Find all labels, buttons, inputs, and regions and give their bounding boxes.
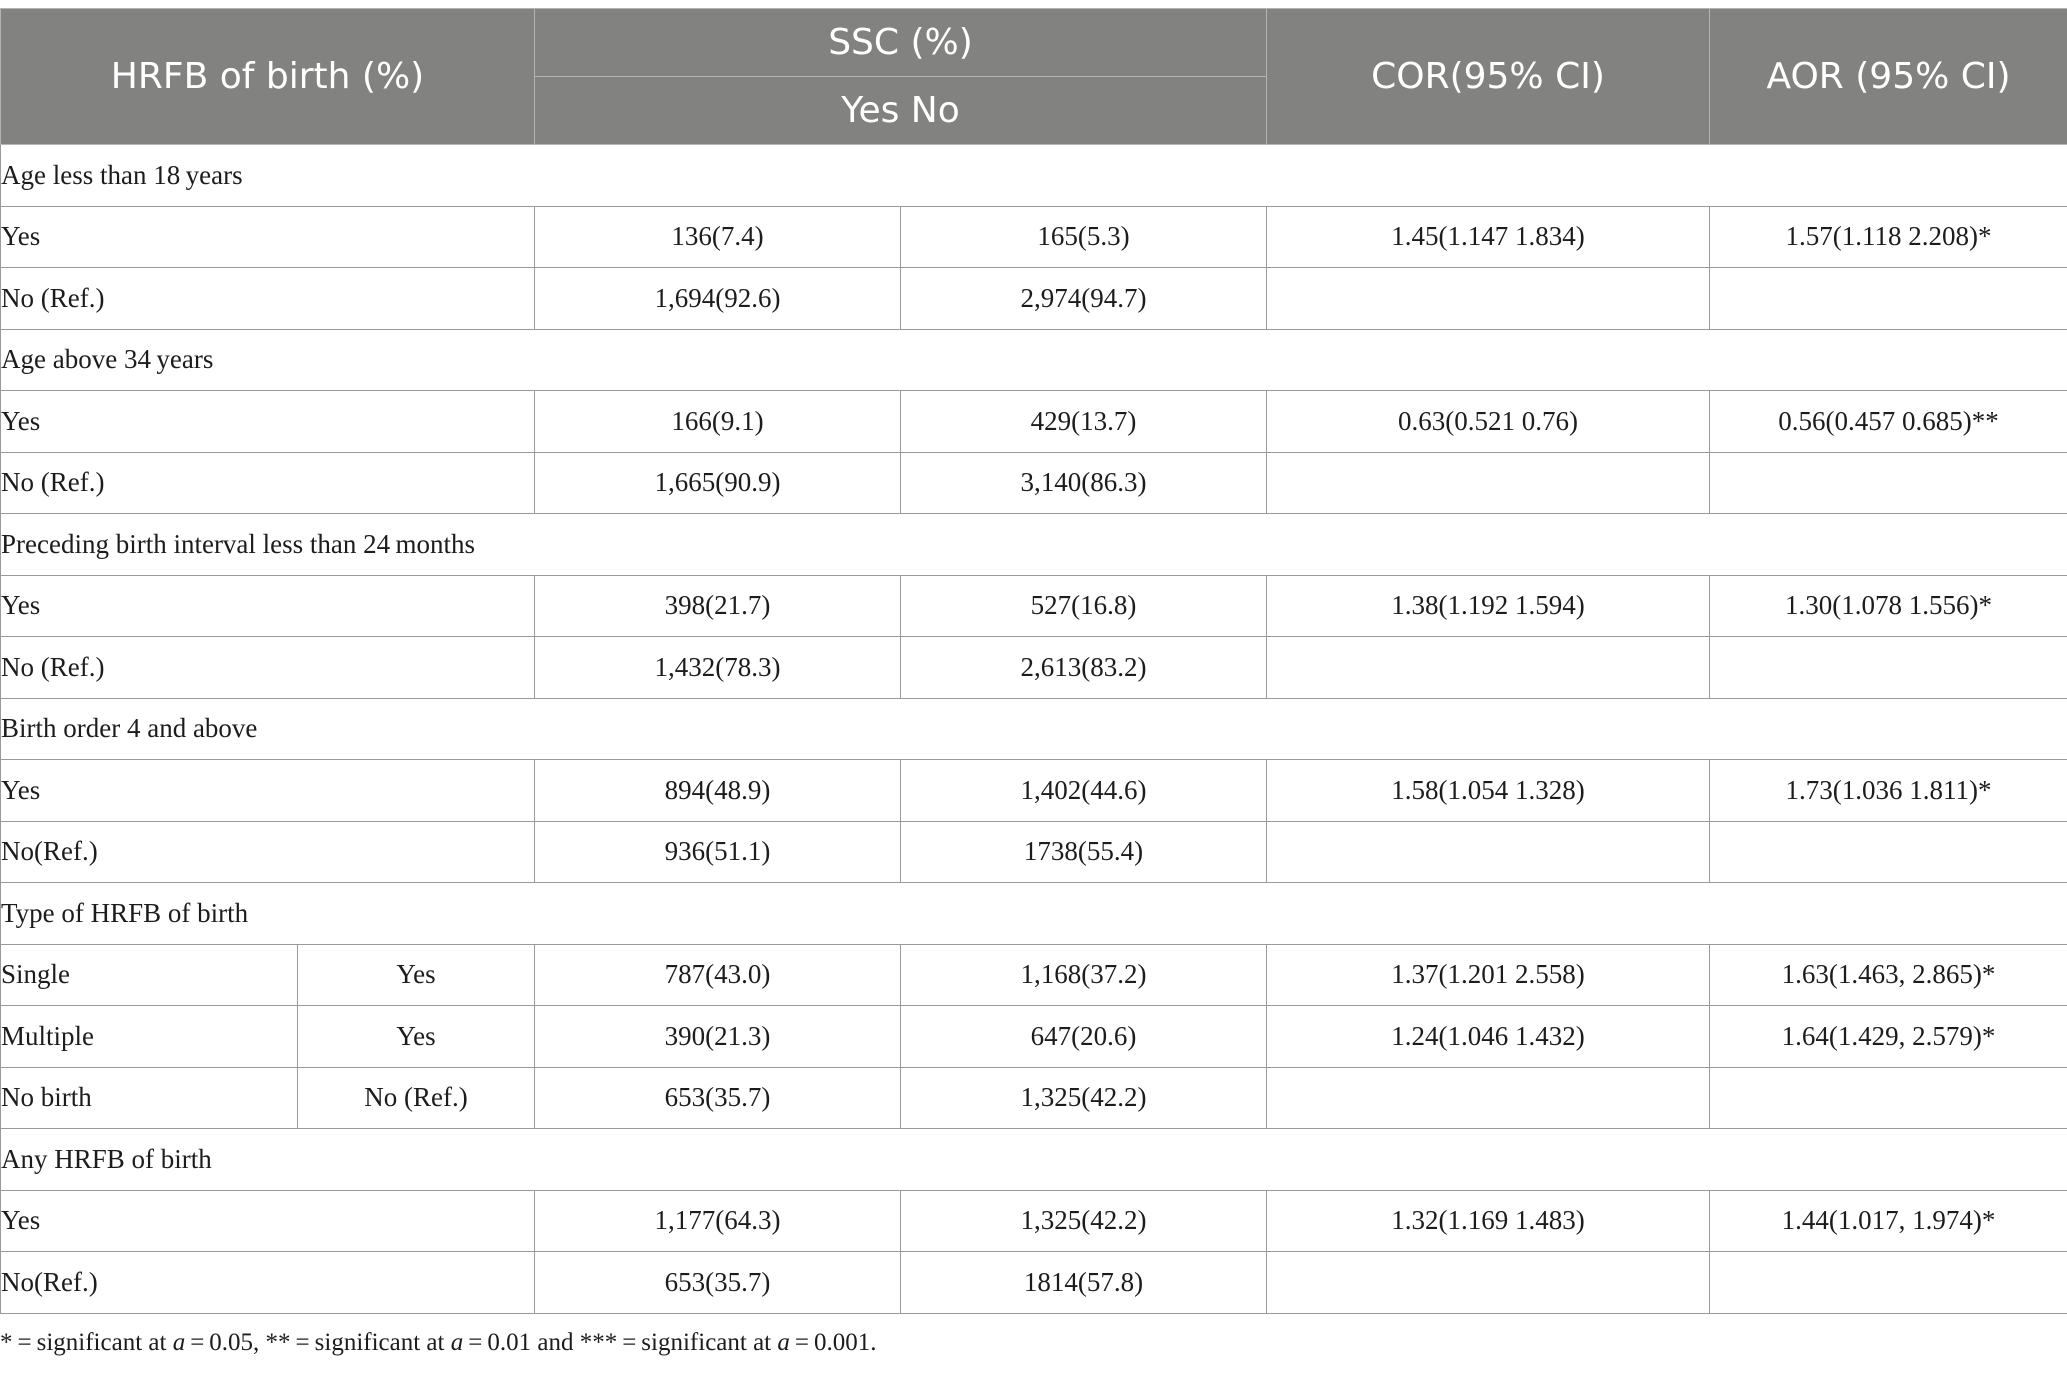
- table-row: [1, 821, 2067, 883]
- header-cor: COR(95% CI): [1267, 9, 1710, 145]
- ssc-no-value: 647(20.6): [901, 1006, 1267, 1068]
- row-label: Single: [1, 944, 298, 1006]
- ssc-no-value: 1,402(44.6): [901, 760, 1267, 822]
- ssc-yes-value: 653(35.7): [535, 1067, 901, 1129]
- footnote-alpha: a: [777, 1329, 790, 1356]
- section-row: [1, 145, 2067, 207]
- section-label: Age above 34 years: [1, 329, 2067, 391]
- footnote-text: = 0.01 and *** = significant at: [463, 1329, 778, 1356]
- aor-value: [1710, 1252, 2067, 1314]
- section-label: Age less than 18 years: [1, 145, 2067, 207]
- table-row: [1, 944, 2067, 1006]
- ssc-yes-value: 166(9.1): [535, 391, 901, 453]
- cor-value: 1.38(1.192 1.594): [1267, 575, 1710, 637]
- cor-value: 1.58(1.054 1.328): [1267, 760, 1710, 822]
- row-label: Yes: [1, 206, 535, 268]
- row-label: No(Ref.): [1, 821, 535, 883]
- section-row: [1, 698, 2067, 760]
- header-aor: AOR (95% CI): [1710, 9, 2067, 145]
- table-row: [1, 206, 2067, 268]
- ssc-no-value: 1,325(42.2): [901, 1190, 1267, 1252]
- aor-value: [1710, 637, 2067, 699]
- table-row: [1, 452, 2067, 514]
- ssc-yes-value: 787(43.0): [535, 944, 901, 1006]
- ssc-no-value: 1,168(37.2): [901, 944, 1267, 1006]
- ssc-yes-value: 1,177(64.3): [535, 1190, 901, 1252]
- ssc-no-value: 527(16.8): [901, 575, 1267, 637]
- row-label: Yes: [1, 1190, 535, 1252]
- table-row: [1, 1190, 2067, 1252]
- aor-value: 1.63(1.463, 2.865)*: [1710, 944, 2067, 1006]
- row-label: No(Ref.): [1, 1252, 535, 1314]
- table-row: [1, 1006, 2067, 1068]
- cor-value: 1.24(1.046 1.432): [1267, 1006, 1710, 1068]
- section-row: [1, 514, 2067, 576]
- cor-value: 1.45(1.147 1.834): [1267, 206, 1710, 268]
- row-label: Multiple: [1, 1006, 298, 1068]
- table-header: [1, 9, 2067, 145]
- aor-value: [1710, 452, 2067, 514]
- row-label: Yes: [1, 575, 535, 637]
- cor-value: [1267, 1252, 1710, 1314]
- ssc-no-value: 2,613(83.2): [901, 637, 1267, 699]
- header-hrfb: HRFB of birth (%): [1, 9, 535, 145]
- results-table: [0, 8, 2067, 1314]
- table-row: [1, 268, 2067, 330]
- aor-value: 1.30(1.078 1.556)*: [1710, 575, 2067, 637]
- ssc-yes-value: 1,432(78.3): [535, 637, 901, 699]
- table-row: [1, 1252, 2067, 1314]
- footnote: [0, 1329, 876, 1357]
- footnote-text: * = significant at: [0, 1329, 173, 1356]
- aor-value: 1.57(1.118 2.208)*: [1710, 206, 2067, 268]
- row-label: No (Ref.): [1, 268, 535, 330]
- section-label: Birth order 4 and above: [1, 698, 2067, 760]
- cor-value: [1267, 637, 1710, 699]
- ssc-yes-value: 1,694(92.6): [535, 268, 901, 330]
- ssc-no-value: 429(13.7): [901, 391, 1267, 453]
- ssc-yes-value: 398(21.7): [535, 575, 901, 637]
- row-label: No (Ref.): [1, 452, 535, 514]
- aor-value: [1710, 268, 2067, 330]
- cor-value: 1.37(1.201 2.558): [1267, 944, 1710, 1006]
- table-row: [1, 637, 2067, 699]
- section-label: Any HRFB of birth: [1, 1129, 2067, 1191]
- table-row: [1, 391, 2067, 453]
- ssc-no-value: 3,140(86.3): [901, 452, 1267, 514]
- ssc-no-value: 1,325(42.2): [901, 1067, 1267, 1129]
- row-sublabel: No (Ref.): [298, 1067, 535, 1129]
- cor-value: [1267, 268, 1710, 330]
- row-label: Yes: [1, 760, 535, 822]
- aor-value: 0.56(0.457 0.685)**: [1710, 391, 2067, 453]
- cor-value: [1267, 452, 1710, 514]
- ssc-yes-value: 653(35.7): [535, 1252, 901, 1314]
- ssc-yes-value: 1,665(90.9): [535, 452, 901, 514]
- row-sublabel: Yes: [298, 1006, 535, 1068]
- header-ssc-yes-no: Yes No: [535, 77, 1267, 145]
- footnote-text: = 0.001.: [789, 1329, 877, 1356]
- footnote-alpha: a: [450, 1329, 464, 1356]
- header-ssc: SSC (%): [535, 9, 1267, 77]
- ssc-no-value: 165(5.3): [901, 206, 1267, 268]
- row-label: No (Ref.): [1, 637, 535, 699]
- section-row: [1, 329, 2067, 391]
- row-label: No birth: [1, 1067, 298, 1129]
- footnote-alpha: a: [172, 1329, 186, 1356]
- aor-value: 1.44(1.017, 1.974)*: [1710, 1190, 2067, 1252]
- cor-value: [1267, 821, 1710, 883]
- section-label: Preceding birth interval less than 24 months: [1, 514, 2067, 576]
- cor-value: [1267, 1067, 1710, 1129]
- section-row: [1, 883, 2067, 945]
- section-row: [1, 1129, 2067, 1191]
- table-row: [1, 1067, 2067, 1129]
- table-row: [1, 575, 2067, 637]
- table-body: [1, 145, 2067, 1314]
- aor-value: 1.73(1.036 1.811)*: [1710, 760, 2067, 822]
- ssc-yes-value: 390(21.3): [535, 1006, 901, 1068]
- aor-value: 1.64(1.429, 2.579)*: [1710, 1006, 2067, 1068]
- table-row: [1, 760, 2067, 822]
- ssc-no-value: 2,974(94.7): [901, 268, 1267, 330]
- ssc-yes-value: 894(48.9): [535, 760, 901, 822]
- ssc-yes-value: 136(7.4): [535, 206, 901, 268]
- aor-value: [1710, 821, 2067, 883]
- footnote-text: = 0.05, ** = significant at: [185, 1329, 451, 1356]
- cor-value: 1.32(1.169 1.483): [1267, 1190, 1710, 1252]
- cor-value: 0.63(0.521 0.76): [1267, 391, 1710, 453]
- ssc-yes-value: 936(51.1): [535, 821, 901, 883]
- row-label: Yes: [1, 391, 535, 453]
- ssc-no-value: 1814(57.8): [901, 1252, 1267, 1314]
- row-sublabel: Yes: [298, 944, 535, 1006]
- ssc-no-value: 1738(55.4): [901, 821, 1267, 883]
- aor-value: [1710, 1067, 2067, 1129]
- section-label: Type of HRFB of birth: [1, 883, 2067, 945]
